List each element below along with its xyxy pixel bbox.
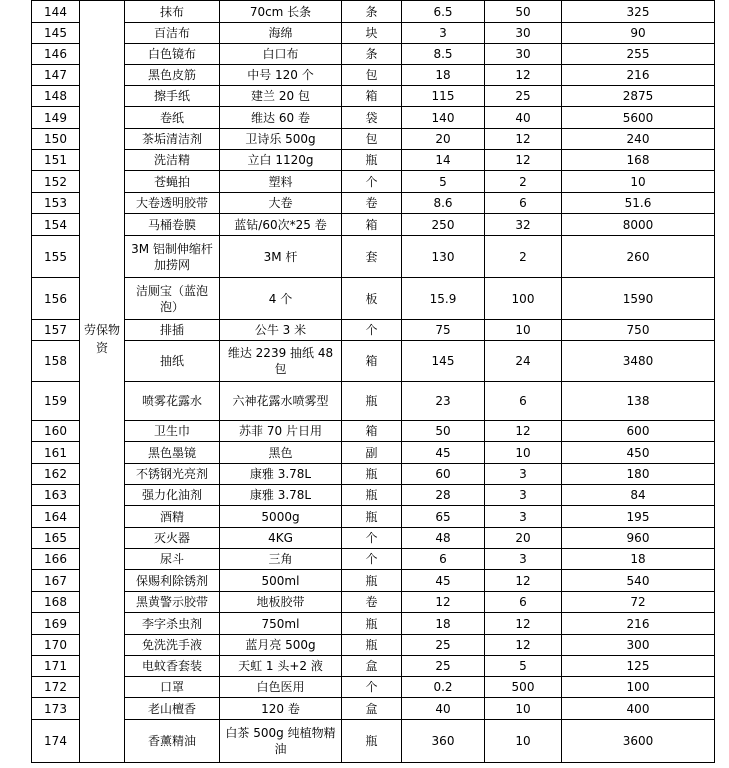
table-row (32, 23, 715, 44)
amount: 1590 (562, 278, 715, 320)
item-spec: 70cm 长条 (220, 1, 342, 23)
item-name: 黑色墨镜 (125, 442, 220, 464)
quantity: 2 (485, 171, 562, 193)
unit-price: 360 (402, 720, 485, 763)
item-name: 卷纸 (125, 107, 220, 129)
item-unit: 瓶 (342, 720, 402, 763)
table-row (32, 677, 715, 698)
item-spec: 黑色 (220, 442, 342, 464)
item-unit: 卷 (342, 193, 402, 214)
item-spec: 4 个 (220, 278, 342, 320)
amount: 260 (562, 236, 715, 278)
row-number: 172 (32, 677, 80, 698)
row-number: 162 (32, 464, 80, 485)
item-name: 老山檀香 (125, 698, 220, 720)
item-unit: 箱 (342, 421, 402, 442)
table-row (32, 236, 715, 278)
quantity: 6 (485, 592, 562, 613)
quantity: 500 (485, 677, 562, 698)
item-spec: 4KG (220, 528, 342, 549)
item-unit: 包 (342, 129, 402, 150)
row-number: 145 (32, 23, 80, 44)
table-row (32, 341, 715, 382)
amount: 10 (562, 171, 715, 193)
item-unit: 箱 (342, 86, 402, 107)
row-number: 166 (32, 549, 80, 570)
row-number: 165 (32, 528, 80, 549)
item-unit: 瓶 (342, 485, 402, 506)
amount: 18 (562, 549, 715, 570)
amount: 325 (562, 1, 715, 23)
unit-price: 40 (402, 698, 485, 720)
item-unit: 瓶 (342, 635, 402, 656)
item-spec: 公牛 3 米 (220, 320, 342, 341)
row-number: 173 (32, 698, 80, 720)
quantity: 12 (485, 613, 562, 635)
table-row (32, 698, 715, 720)
row-number: 149 (32, 107, 80, 129)
row-number: 157 (32, 320, 80, 341)
item-name: 抽纸 (125, 341, 220, 382)
unit-price: 45 (402, 442, 485, 464)
unit-price: 18 (402, 65, 485, 86)
row-number: 171 (32, 656, 80, 677)
row-number: 169 (32, 613, 80, 635)
item-name: 洗洁精 (125, 150, 220, 171)
amount: 255 (562, 44, 715, 65)
unit-price: 140 (402, 107, 485, 129)
row-number: 146 (32, 44, 80, 65)
item-unit: 包 (342, 65, 402, 86)
unit-price: 15.9 (402, 278, 485, 320)
table-row (32, 129, 715, 150)
item-name: 3M 铝制伸缩杆加捞网 (125, 236, 220, 278)
unit-price: 65 (402, 506, 485, 528)
quantity: 3 (485, 485, 562, 506)
item-unit: 盒 (342, 698, 402, 720)
row-number: 159 (32, 382, 80, 421)
amount: 180 (562, 464, 715, 485)
unit-price: 75 (402, 320, 485, 341)
table-row (32, 421, 715, 442)
quantity: 12 (485, 65, 562, 86)
amount: 90 (562, 23, 715, 44)
table-row (32, 320, 715, 341)
unit-price: 250 (402, 214, 485, 236)
quantity: 10 (485, 720, 562, 763)
item-name: 马桶卷膜 (125, 214, 220, 236)
table-row (32, 44, 715, 65)
unit-price: 5 (402, 171, 485, 193)
quantity: 20 (485, 528, 562, 549)
item-name: 抹布 (125, 1, 220, 23)
amount: 600 (562, 421, 715, 442)
item-name: 百洁布 (125, 23, 220, 44)
row-number: 148 (32, 86, 80, 107)
amount: 240 (562, 129, 715, 150)
item-unit: 个 (342, 528, 402, 549)
row-number: 170 (32, 635, 80, 656)
quantity: 3 (485, 464, 562, 485)
item-name: 黑色皮筋 (125, 65, 220, 86)
item-spec: 立白 1120g (220, 150, 342, 171)
quantity: 32 (485, 214, 562, 236)
quantity: 2 (485, 236, 562, 278)
item-unit: 卷 (342, 592, 402, 613)
amount: 72 (562, 592, 715, 613)
table-row (32, 592, 715, 613)
unit-price: 12 (402, 592, 485, 613)
amount: 5600 (562, 107, 715, 129)
amount: 216 (562, 613, 715, 635)
item-name: 保赐利除锈剂 (125, 570, 220, 592)
quantity: 100 (485, 278, 562, 320)
unit-price: 50 (402, 421, 485, 442)
amount: 195 (562, 506, 715, 528)
quantity: 6 (485, 382, 562, 421)
row-number: 147 (32, 65, 80, 86)
item-spec: 康雅 3.78L (220, 464, 342, 485)
item-name: 洁厕宝（蓝泡泡） (125, 278, 220, 320)
quantity: 12 (485, 129, 562, 150)
table-row (32, 506, 715, 528)
item-name: 黑黄警示胶带 (125, 592, 220, 613)
amount: 2875 (562, 86, 715, 107)
item-unit: 个 (342, 320, 402, 341)
item-spec: 白口布 (220, 44, 342, 65)
item-spec: 海绵 (220, 23, 342, 44)
item-unit: 套 (342, 236, 402, 278)
quantity: 3 (485, 549, 562, 570)
table-row (32, 278, 715, 320)
table-row (32, 1, 715, 23)
row-number: 151 (32, 150, 80, 171)
item-spec: 维达 2239 抽纸 48 包 (220, 341, 342, 382)
item-spec: 5000g (220, 506, 342, 528)
row-number: 168 (32, 592, 80, 613)
table-row (32, 86, 715, 107)
item-spec: 蓝钻/60次*25 卷 (220, 214, 342, 236)
unit-price: 130 (402, 236, 485, 278)
item-unit: 条 (342, 1, 402, 23)
quantity: 3 (485, 506, 562, 528)
amount: 84 (562, 485, 715, 506)
amount: 960 (562, 528, 715, 549)
amount: 3480 (562, 341, 715, 382)
quantity: 50 (485, 1, 562, 23)
quantity: 12 (485, 635, 562, 656)
row-number: 164 (32, 506, 80, 528)
row-number: 150 (32, 129, 80, 150)
row-number: 154 (32, 214, 80, 236)
quantity: 30 (485, 23, 562, 44)
unit-price: 14 (402, 150, 485, 171)
table-row (32, 442, 715, 464)
table-row (32, 171, 715, 193)
table-row (32, 65, 715, 86)
item-spec: 500ml (220, 570, 342, 592)
item-name: 强力化油剂 (125, 485, 220, 506)
item-name: 擦手纸 (125, 86, 220, 107)
item-unit: 瓶 (342, 464, 402, 485)
quantity: 10 (485, 320, 562, 341)
table-row (32, 150, 715, 171)
item-unit: 个 (342, 677, 402, 698)
unit-price: 115 (402, 86, 485, 107)
unit-price: 145 (402, 341, 485, 382)
item-spec: 天虹 1 头+2 液 (220, 656, 342, 677)
item-spec: 塑料 (220, 171, 342, 193)
unit-price: 0.2 (402, 677, 485, 698)
table-row (32, 193, 715, 214)
item-unit: 瓶 (342, 570, 402, 592)
item-spec: 地板胶带 (220, 592, 342, 613)
item-unit: 瓶 (342, 150, 402, 171)
quantity: 10 (485, 698, 562, 720)
quantity: 5 (485, 656, 562, 677)
unit-price: 25 (402, 635, 485, 656)
item-unit: 瓶 (342, 506, 402, 528)
item-unit: 个 (342, 171, 402, 193)
item-spec: 120 卷 (220, 698, 342, 720)
amount: 138 (562, 382, 715, 421)
table-body (32, 1, 715, 763)
item-spec: 康雅 3.78L (220, 485, 342, 506)
item-unit: 瓶 (342, 382, 402, 421)
row-number: 160 (32, 421, 80, 442)
row-number: 161 (32, 442, 80, 464)
unit-price: 48 (402, 528, 485, 549)
item-unit: 条 (342, 44, 402, 65)
amount: 540 (562, 570, 715, 592)
item-name: 大卷透明胶带 (125, 193, 220, 214)
item-unit: 瓶 (342, 613, 402, 635)
unit-price: 8.5 (402, 44, 485, 65)
quantity: 12 (485, 421, 562, 442)
table-row (32, 485, 715, 506)
row-number: 152 (32, 171, 80, 193)
item-spec: 卫诗乐 500g (220, 129, 342, 150)
quantity: 30 (485, 44, 562, 65)
amount: 125 (562, 656, 715, 677)
table-row (32, 613, 715, 635)
item-name: 电蚊香套装 (125, 656, 220, 677)
amount: 51.6 (562, 193, 715, 214)
quantity: 10 (485, 442, 562, 464)
amount: 300 (562, 635, 715, 656)
supplies-table (31, 0, 715, 763)
item-spec: 建兰 20 包 (220, 86, 342, 107)
item-unit: 块 (342, 23, 402, 44)
item-spec: 750ml (220, 613, 342, 635)
item-name: 苍蝇拍 (125, 171, 220, 193)
item-name: 李字杀虫剂 (125, 613, 220, 635)
item-unit: 箱 (342, 341, 402, 382)
table-row (32, 656, 715, 677)
amount: 400 (562, 698, 715, 720)
item-spec: 大卷 (220, 193, 342, 214)
amount: 750 (562, 320, 715, 341)
item-unit: 副 (342, 442, 402, 464)
item-name: 卫生巾 (125, 421, 220, 442)
item-spec: 苏菲 70 片日用 (220, 421, 342, 442)
row-number: 155 (32, 236, 80, 278)
quantity: 25 (485, 86, 562, 107)
quantity: 12 (485, 150, 562, 171)
table-row (32, 570, 715, 592)
unit-price: 6.5 (402, 1, 485, 23)
unit-price: 18 (402, 613, 485, 635)
table-row (32, 107, 715, 129)
item-spec: 蓝月亮 500g (220, 635, 342, 656)
row-number: 156 (32, 278, 80, 320)
table-row (32, 382, 715, 421)
amount: 100 (562, 677, 715, 698)
quantity: 12 (485, 570, 562, 592)
item-spec: 中号 120 个 (220, 65, 342, 86)
unit-price: 45 (402, 570, 485, 592)
item-name: 酒精 (125, 506, 220, 528)
row-number: 174 (32, 720, 80, 763)
item-spec: 维达 60 卷 (220, 107, 342, 129)
unit-price: 28 (402, 485, 485, 506)
amount: 450 (562, 442, 715, 464)
table-row (32, 635, 715, 656)
amount: 3600 (562, 720, 715, 763)
item-name: 香薰精油 (125, 720, 220, 763)
item-unit: 板 (342, 278, 402, 320)
item-unit: 个 (342, 549, 402, 570)
unit-price: 6 (402, 549, 485, 570)
table-row (32, 214, 715, 236)
amount: 168 (562, 150, 715, 171)
item-unit: 箱 (342, 214, 402, 236)
item-name: 茶垢清洁剂 (125, 129, 220, 150)
table-row (32, 549, 715, 570)
category-cell: 劳保物资 (80, 1, 125, 763)
item-spec: 白茶 500g 纯植物精油 (220, 720, 342, 763)
item-name: 尿斗 (125, 549, 220, 570)
item-spec: 三角 (220, 549, 342, 570)
unit-price: 23 (402, 382, 485, 421)
quantity: 6 (485, 193, 562, 214)
item-spec: 六神花露水喷雾型 (220, 382, 342, 421)
item-name: 喷雾花露水 (125, 382, 220, 421)
row-number: 163 (32, 485, 80, 506)
item-name: 不锈钢光亮剂 (125, 464, 220, 485)
item-spec: 3M 杆 (220, 236, 342, 278)
table-row (32, 464, 715, 485)
item-unit: 盒 (342, 656, 402, 677)
item-unit: 袋 (342, 107, 402, 129)
row-number: 144 (32, 1, 80, 23)
item-name: 灭火器 (125, 528, 220, 549)
unit-price: 20 (402, 129, 485, 150)
unit-price: 25 (402, 656, 485, 677)
row-number: 153 (32, 193, 80, 214)
amount: 8000 (562, 214, 715, 236)
quantity: 40 (485, 107, 562, 129)
unit-price: 3 (402, 23, 485, 44)
item-name: 白色镜布 (125, 44, 220, 65)
item-name: 口罩 (125, 677, 220, 698)
quantity: 24 (485, 341, 562, 382)
item-name: 排插 (125, 320, 220, 341)
row-number: 158 (32, 341, 80, 382)
amount: 216 (562, 65, 715, 86)
row-number: 167 (32, 570, 80, 592)
table-row (32, 528, 715, 549)
unit-price: 60 (402, 464, 485, 485)
item-name: 免洗洗手液 (125, 635, 220, 656)
unit-price: 8.6 (402, 193, 485, 214)
item-spec: 白色医用 (220, 677, 342, 698)
table-row (32, 720, 715, 763)
